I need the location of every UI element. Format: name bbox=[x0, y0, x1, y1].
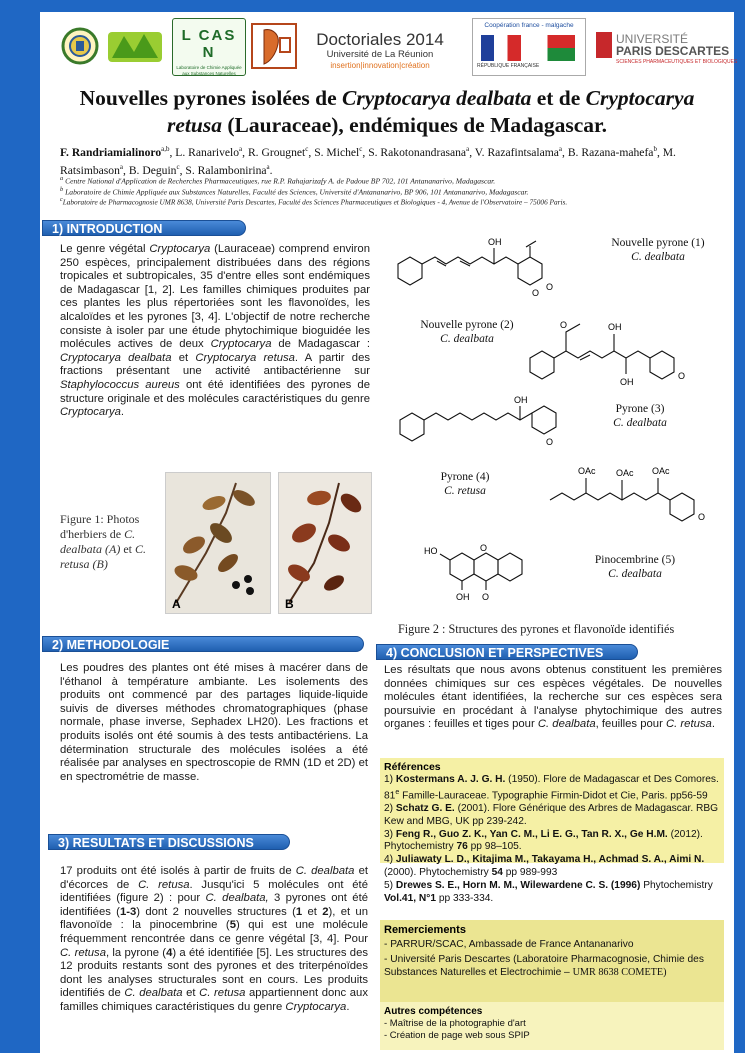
poster-sheet bbox=[40, 12, 738, 1053]
thanks-text: - Université Paris Descartes (Laboratoire Pharmacognosie, Chimie des Substances Naturelles et Electrochimie – bbox=[384, 953, 704, 978]
results-italic: C. retusa bbox=[199, 987, 246, 1000]
photo-label-a: A bbox=[172, 597, 181, 611]
struct2-oh-bottom: OH bbox=[620, 377, 634, 387]
label-molecule-3 bbox=[600, 402, 680, 430]
results-text: ), et un flavonoïde : la pinocembrine ( bbox=[60, 905, 369, 932]
conclusion-text-part: , feuilles pour bbox=[595, 718, 666, 731]
skills-heading: Autres compétences bbox=[384, 1006, 483, 1017]
results-text: ) a été identifiée [5]. Les structures des 12 produits restants sont des pyrones et des triterpénoïdes dont les analyses structurales sont en cours. Les produits identifiés de bbox=[60, 946, 368, 1000]
struct2-o2: O bbox=[678, 371, 686, 381]
results-bold: 1 bbox=[295, 905, 303, 918]
author-name: , V. Razafintsalama bbox=[469, 145, 559, 159]
resultats-text bbox=[60, 865, 368, 1015]
title-species: Cryptocarya dealbata bbox=[342, 86, 532, 110]
herbarium-photo-a bbox=[165, 472, 271, 614]
ref-text: (2012). Phytochemistry bbox=[384, 828, 703, 853]
ref-authors: Drewes S. E., Horn M. M., Wilewardene C. S. (1996) bbox=[395, 879, 641, 891]
author-name: , S. Rakotonandrasana bbox=[362, 145, 467, 159]
author-name: , B. Razana-mahefa bbox=[562, 145, 654, 159]
ref-authors: Schatz G. E. bbox=[395, 802, 455, 814]
univ-line1: UNIVERSITÉ bbox=[616, 32, 689, 46]
cooperation-logo bbox=[472, 18, 586, 76]
results-text: 17 produits ont été isolés à partir de fruits de bbox=[60, 865, 296, 877]
author-name: , R. Grougnet bbox=[242, 145, 306, 159]
thanks-umr: UMR 8638 COMETE) bbox=[572, 966, 667, 978]
fig1-caption-italic: C. retusa (B) bbox=[60, 542, 147, 571]
author-sup: a bbox=[266, 162, 270, 171]
skill-item-1: - Maîtrise de la photographie d'art bbox=[384, 1018, 526, 1029]
label-molecule-2 bbox=[402, 318, 532, 346]
struct4-oac-3: OAc bbox=[652, 466, 670, 476]
intro-text: . A partir des fractions présentant une activité antibactérienne sur bbox=[60, 351, 371, 378]
thanks-heading: Remerciements bbox=[384, 924, 466, 936]
title-genus: Cryptocarya bbox=[585, 86, 695, 110]
doctoriales-title: Doctoriales 2014 bbox=[316, 30, 444, 49]
struct1-oh: OH bbox=[488, 237, 502, 247]
references-box bbox=[380, 758, 724, 904]
reference-5 bbox=[384, 880, 720, 906]
ref-num: 2) bbox=[384, 802, 396, 814]
results-italic: C. retusa bbox=[60, 946, 106, 959]
struct5-oh: OH bbox=[456, 592, 470, 602]
results-italic: C. dealbata bbox=[295, 865, 355, 877]
intro-italic: Staphylococcus aureus bbox=[60, 378, 180, 391]
univ-mark-icon bbox=[596, 32, 612, 58]
ref-text: pp 333-334. bbox=[436, 892, 494, 904]
results-text: et d'écorces de bbox=[60, 865, 368, 891]
aff-text: Centre National d'Application de Recherches Pharmaceutiques, rue R.P. Rahajarizafy A. de Padoue BP 702, 101 Antananarivo, Madagascar. bbox=[63, 176, 496, 186]
author-name: , M. Ratsimbason bbox=[60, 145, 676, 177]
ref-num: 4) bbox=[384, 854, 396, 866]
molecule-species: C. dealbata bbox=[613, 417, 667, 429]
methodologie-text: Les poudres des plantes ont été mises à macérer dans de l'éthanol à température ambiante. Les isolements des produits ont commencé par des partages liquide-liquide suivis de diverses méthodes chromatographiques (phase normale, phase inverse, Sephadex LH20). Les fractions et produits isolés ont été soumis à des tests antibactériens. La détermination structurale des molécules isolées a été réalisée par analyses en spectroscopie de RMN (1D et 2D) et en spectrométrie de masse. bbox=[60, 662, 368, 783]
molecule-species: C. dealbata bbox=[608, 568, 662, 580]
author-sup: a,b bbox=[161, 145, 170, 153]
label-molecule-5 bbox=[575, 553, 695, 581]
aff-text: Laboratoire de Chimie Appliquée aux Substances Naturelles, Faculté des Sciences, Université d'Antananarivo, BP 906, 101 Antananarivo, Madagascar. bbox=[63, 187, 529, 197]
intro-italic: Cryptocarya retusa bbox=[195, 351, 295, 364]
lcasn-text: L CAS N bbox=[181, 27, 237, 61]
structure-3 bbox=[400, 406, 556, 441]
author-sup: a bbox=[558, 145, 563, 153]
ref-num: 3) bbox=[384, 828, 396, 840]
author-name: , B. Deguin bbox=[123, 163, 177, 177]
reference-1 bbox=[384, 774, 720, 803]
fig1-caption-text: Figure 1: Photos d'herbiers de bbox=[60, 512, 140, 541]
ref-text: (2001). Flore Générique des Arbres de Madagascar. RBG Kew and MBG, UK pp 239-242. bbox=[384, 802, 719, 827]
ref-sup: e bbox=[395, 788, 400, 796]
results-text: et bbox=[182, 987, 200, 1000]
lcasn-subtext: Laboratoire de Chimie Appliquée aux Substances Naturelles bbox=[176, 65, 242, 76]
results-text: . Jusqu'ici 5 molécules ont été identifiées (figure 2) : pour bbox=[60, 878, 368, 905]
affiliation-b bbox=[60, 186, 528, 197]
molecule-name: Nouvelle pyrone (2) bbox=[420, 319, 514, 331]
malagasy-flag bbox=[533, 35, 575, 61]
authors-list bbox=[60, 142, 724, 178]
ref-text: pp 98–105. bbox=[467, 841, 522, 853]
struct3-oh: OH bbox=[514, 395, 528, 405]
author-sup: a bbox=[119, 162, 124, 171]
fig1-caption-text: et bbox=[120, 542, 135, 556]
structure-5 bbox=[440, 553, 522, 590]
reference-2 bbox=[384, 803, 720, 829]
struct5-ho: HO bbox=[424, 546, 438, 556]
title-text: (Lauraceae), endémiques de Madagascar. bbox=[221, 113, 607, 137]
struct2-o: O bbox=[560, 320, 568, 330]
intro-text: (Lauraceae) comprend environ 250 espèces, principalement distribuées dans des régions tropicales et subtropicales, 35 d'entre elles sont endémiques de Madagascar [1, 2]. Les familles chimiques produites par ces plantes les plus répertoriées sont les flavonoïdes, les alcaloïdes et les pyrones [3, 4]. L'objectif de notre recherche consiste à isoler par une étude phytochimique bioguidée les molécules actives de deux bbox=[60, 243, 370, 351]
conclusion-text bbox=[384, 664, 722, 732]
conclusion-text-part: Les résultats que nous avons obtenus constituent les premières données chimiques sur ces espèces végétales. De nouvelles molécules étant identifiées, la recherche sur ces espèces sera poursuivie en procédant à l'analyse phytochimique des autres organes : feuilles et tiges pour bbox=[384, 664, 722, 731]
struct5-o: O bbox=[482, 592, 490, 602]
ref-authors: Feng R., Guo Z. K., Yan C. M., Li E. G., Tan R. X., Ge H.M. bbox=[395, 828, 668, 840]
author-sup: c bbox=[359, 145, 363, 153]
ref-num: 1) bbox=[384, 774, 396, 785]
ref-authors: Kostermans A. J. G. H. bbox=[395, 774, 506, 785]
author-sup: c bbox=[305, 145, 309, 153]
results-text: 3 pyrones ont été identifiées ( bbox=[60, 892, 369, 918]
results-italic: C. dealbata, bbox=[205, 892, 269, 905]
reference-4 bbox=[384, 854, 720, 880]
poster-title-line2 bbox=[40, 112, 734, 139]
structure-4 bbox=[550, 478, 694, 521]
thanks-box bbox=[380, 920, 724, 1002]
figure1-caption bbox=[60, 512, 160, 572]
label-molecule-1 bbox=[593, 236, 723, 264]
ref-text: pp 989-993 bbox=[502, 866, 558, 878]
green-faculty-logo bbox=[104, 18, 166, 74]
photo-label-b: B bbox=[285, 597, 294, 611]
molecule-species: C. dealbata bbox=[631, 251, 685, 263]
intro-italic: Cryptocarya bbox=[210, 338, 272, 351]
title-species: retusa bbox=[167, 113, 222, 137]
univ-line3: SCIENCES PHARMACEUTIQUES ET BIOLOGIQUES bbox=[616, 59, 738, 65]
struct1-o: O bbox=[532, 288, 540, 298]
results-bold: 2 bbox=[322, 905, 329, 918]
molecule-name: Pinocembrine (5) bbox=[594, 554, 676, 566]
french-flag bbox=[481, 35, 521, 61]
doctoriales-tagline: insertion|innovation|création bbox=[330, 61, 430, 70]
results-italic: C. retusa bbox=[138, 878, 190, 891]
paris-descartes-logo bbox=[590, 18, 738, 74]
results-italic: Cryptocarya bbox=[285, 1000, 347, 1013]
results-text: . bbox=[346, 1000, 350, 1013]
conclusion-italic: C. dealbata bbox=[537, 718, 596, 731]
affiliation-c bbox=[60, 197, 567, 206]
reference-3 bbox=[384, 829, 720, 855]
ref-text: Phytochemistry bbox=[640, 879, 713, 891]
molecule-species: C. dealbata bbox=[440, 333, 494, 345]
aff-text: Laboratoire de Pharmacognosie UMR 8638, Université Paris Descartes, Faculté des Sciences Pharmaceutiques et Biologiques - 4, Avenue de l'Observatoire – 75006 Paris. bbox=[62, 197, 568, 207]
results-bold: 1-3 bbox=[119, 905, 137, 918]
struct5-o-ring: O bbox=[480, 543, 488, 553]
doctoriales-logo bbox=[306, 18, 454, 74]
ref-volume: Vol.41, N°1 bbox=[384, 892, 437, 904]
structure-1 bbox=[398, 241, 542, 285]
author-name: , S. Ralambonirina bbox=[179, 163, 267, 177]
introduction-text bbox=[60, 243, 370, 420]
skill-item-2: - Création de page web sous SPIP bbox=[384, 1029, 530, 1041]
intro-italic: Cryptocarya dealbata bbox=[60, 351, 172, 364]
molecule-name: Pyrone (4) bbox=[440, 471, 490, 483]
figure2-caption: Figure 2 : Structures des pyrones et flavonoïde identifiés bbox=[398, 622, 675, 636]
intro-text: ont été identifiées des pyrones de structure originale et des molécules caractéristiques du genre bbox=[60, 378, 370, 405]
ref-num: 5) bbox=[384, 879, 396, 891]
aff-sup: b bbox=[60, 186, 64, 193]
ref-text: Famille-Lauraceae. Typographie Firmin-Didot et Cie, Paris. pp56-59 bbox=[399, 790, 708, 802]
results-bold: 4 bbox=[166, 946, 173, 959]
university-seal-logo bbox=[60, 18, 100, 74]
fig1-caption-italic: C. dealbata (A) bbox=[60, 527, 136, 556]
thanks-item-2 bbox=[384, 954, 720, 980]
molecule-name: Nouvelle pyrone (1) bbox=[611, 237, 705, 249]
results-text: et bbox=[302, 905, 323, 918]
intro-text: et bbox=[171, 351, 196, 364]
section-header-methodologie: 2) METHODOLOGIE bbox=[42, 636, 364, 652]
poster-title-line1 bbox=[40, 85, 734, 112]
title-text: Nouvelles pyrones isolées de bbox=[79, 86, 343, 110]
cooperation-text: Coopération france - malgache bbox=[484, 22, 574, 29]
doctoriales-subtitle: Université de La Réunion bbox=[326, 49, 434, 60]
intro-italic: Cryptocarya bbox=[149, 243, 211, 255]
references-heading: Références bbox=[384, 761, 441, 773]
cnarp-map-logo bbox=[250, 18, 298, 74]
univ-line2: PARIS DESCARTES bbox=[616, 44, 730, 58]
author-sup: b bbox=[653, 145, 657, 153]
intro-text: . bbox=[120, 406, 125, 419]
results-text: ) dont 2 nouvelles structures ( bbox=[136, 905, 296, 918]
title-text: et de bbox=[531, 86, 586, 110]
intro-text: Le genre végétal bbox=[60, 243, 150, 255]
struct3-o: O bbox=[546, 437, 554, 447]
author-name: . bbox=[269, 163, 273, 177]
ref-text: (1950). Flore de Madagascar et Des Comores. 81 bbox=[384, 774, 719, 802]
author-name: F. Randriamialinoro bbox=[60, 145, 162, 159]
struct2-oh-top: OH bbox=[608, 322, 622, 332]
skills-box bbox=[380, 1002, 724, 1050]
intro-italic: Cryptocarya bbox=[60, 406, 121, 419]
author-sup: a bbox=[239, 145, 243, 153]
structure-2 bbox=[530, 324, 674, 379]
struct1-o2: O bbox=[546, 282, 554, 292]
conclusion-text-part: . bbox=[711, 718, 715, 731]
affiliation-a bbox=[60, 175, 495, 186]
herbarium-specimen-b bbox=[279, 473, 371, 613]
author-name: , L. Ranarivelo bbox=[169, 145, 240, 159]
herbarium-specimen-a bbox=[166, 473, 270, 613]
thanks-item-1: - PARRUR/SCAC, Ambassade de France Antananarivo bbox=[384, 939, 634, 950]
molecule-name: Pyrone (3) bbox=[615, 403, 665, 415]
label-molecule-4 bbox=[430, 470, 500, 498]
section-header-conclusion: 4) CONCLUSION ET PERSPECTIVES bbox=[376, 644, 638, 660]
results-text: appartiennent donc aux familles chimiques caractéristiques du genre bbox=[60, 987, 368, 1013]
aff-sup: a bbox=[60, 175, 64, 182]
herbarium-photo-b bbox=[278, 472, 372, 614]
republique-text: RÉPUBLIQUE FRANÇAISE bbox=[477, 63, 540, 69]
conclusion-italic: C. retusa bbox=[665, 718, 712, 731]
intro-text: de Madagascar : bbox=[271, 338, 370, 351]
aff-sup: c bbox=[60, 197, 63, 203]
author-sup: c bbox=[176, 162, 180, 171]
molecule-species: C. retusa bbox=[444, 485, 486, 497]
lcasn-logo bbox=[172, 18, 246, 76]
results-bold: 5 bbox=[229, 919, 236, 932]
ref-text: (2000). Phytochemistry bbox=[384, 866, 492, 878]
author-name: , S. Michel bbox=[308, 145, 360, 159]
struct4-o: O bbox=[698, 512, 706, 522]
ref-authors: Juliawaty L. D., Kitajima M., Takayama H., Achmad S. A., Aimi N. bbox=[395, 854, 705, 866]
ref-volume: 54 bbox=[491, 866, 503, 878]
results-italic: C. dealbata bbox=[124, 987, 183, 1000]
results-text: , la pyrone ( bbox=[105, 946, 167, 959]
section-header-introduction: 1) INTRODUCTION bbox=[42, 220, 246, 236]
section-header-resultats: 3) RESULTATS ET DISCUSSIONS bbox=[48, 834, 290, 850]
struct4-oac-1: OAc bbox=[578, 466, 596, 476]
author-sup: a bbox=[466, 145, 470, 153]
struct4-oac-2: OAc bbox=[616, 468, 634, 478]
ref-volume: 76 bbox=[456, 841, 468, 853]
results-text: ) qui est une molécule fréquemment rencontrée dans ce genre végétal [3, 4]. Pour bbox=[60, 919, 368, 945]
